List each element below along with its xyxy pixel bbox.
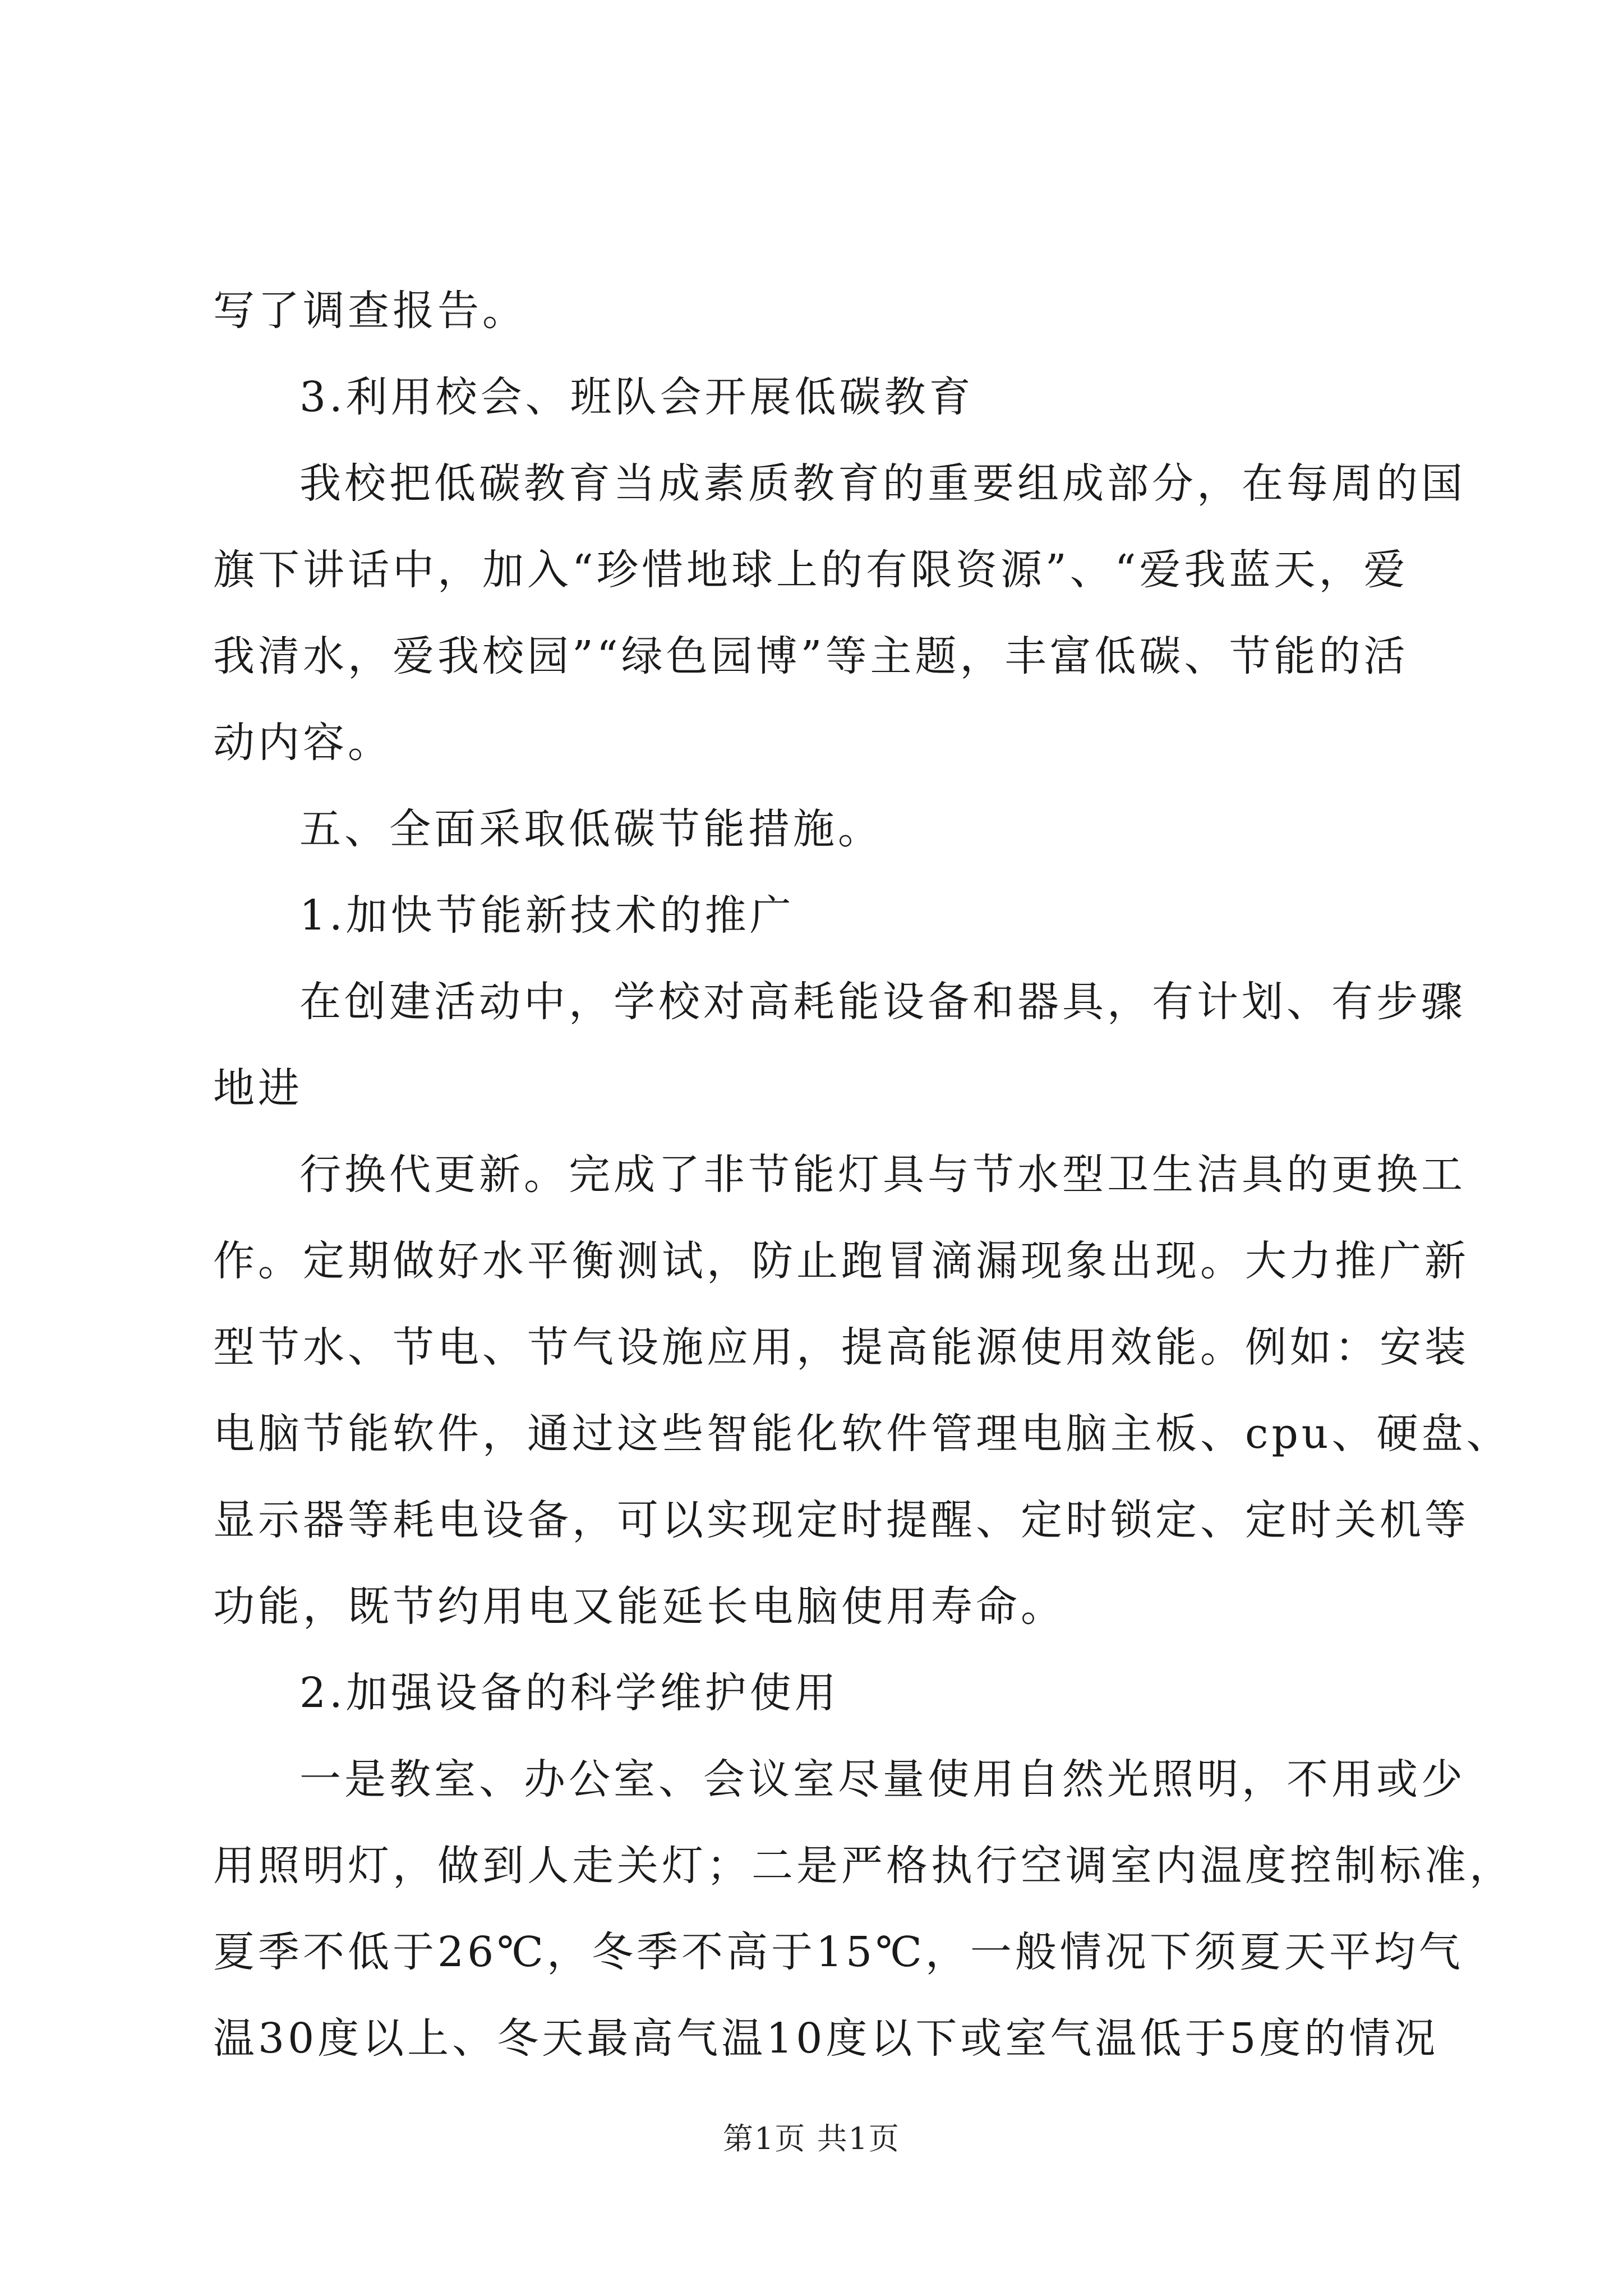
section-heading: 五、全面采取低碳节能措施。 [299, 805, 883, 853]
text-line: 夏季不低于26℃，冬季不高于15℃，一般情况下须夏天平均气 [213, 1928, 1464, 1976]
section-heading: 2.加强设备的科学维护使用 [299, 1669, 840, 1717]
paragraph-start: 我校把低碳教育当成素质教育的重要组成部分，在每周的国 [299, 459, 1466, 508]
text-line: 温30度以上、冬天最高气温10度以下或室气温低于5度的情况 [213, 2014, 1439, 2063]
text-line: 动内容。 [213, 719, 393, 767]
text-line: 显示器等耗电设备，可以实现定时提醒、定时锁定、定时关机等 [213, 1496, 1469, 1544]
text-line: 电脑节能软件，通过这些智能化软件管理电脑主板、cpu、硬盘、 [213, 1410, 1511, 1458]
text-line: 地进 [213, 1064, 303, 1112]
page-number-label: 第1页 共1页 [723, 2121, 900, 2156]
text-line: 功能，既节约用电又能延长电脑使用寿命。 [213, 1582, 1066, 1631]
page-footer [0, 2115, 1623, 2158]
section-heading: 1.加快节能新技术的推广 [299, 891, 795, 940]
section-heading: 3.利用校会、班队会开展低碳教育 [299, 373, 974, 421]
paragraph-start: 在创建活动中，学校对高耗能设备和器具，有计划、有步骤 [299, 978, 1466, 1026]
text-line: 旗下讲话中，加入“珍惜地球上的有限资源”、“爱我蓝天，爱 [213, 546, 1409, 594]
text-line: 我清水，爱我校园”“绿色园博”等主题，丰富低碳、节能的活 [213, 632, 1409, 680]
document-body [213, 268, 1514, 2082]
text-line: 写了调查报告。 [213, 287, 527, 335]
text-line: 作。定期做好水平衡测试，防止跑冒滴漏现象出现。大力推广新 [213, 1237, 1469, 1285]
paragraph-start: 一是教室、办公室、会议室尽量使用自然光照明，不用或少 [299, 1755, 1466, 1803]
text-line: 用照明灯，做到人走关灯；二是严格执行空调室内温度控制标准， [213, 1842, 1514, 1890]
paragraph-start: 行换代更新。完成了非节能灯具与节水型卫生洁具的更换工 [299, 1151, 1466, 1199]
text-line: 型节水、节电、节气设施应用，提高能源使用效能。例如：安装 [213, 1323, 1469, 1372]
